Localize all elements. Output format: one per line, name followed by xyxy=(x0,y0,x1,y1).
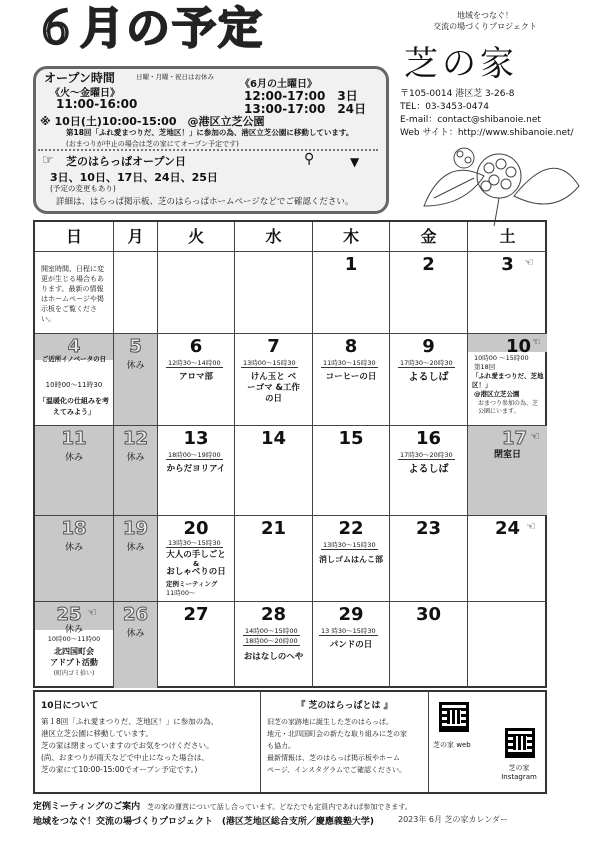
closed-label: 休み xyxy=(126,361,145,371)
event-time: 12時30～14時00 xyxy=(168,359,221,367)
day-number: 29 xyxy=(338,604,364,625)
event-name: 閉室日 xyxy=(493,450,521,460)
tenth-line-1: 第１8回「ふれ愛まつりだ、芝地区！」に参加の為、 xyxy=(41,717,219,726)
day-number: 5 xyxy=(129,336,142,357)
day-number: 25 xyxy=(56,604,82,625)
event-title: ご近所イノベータの日 xyxy=(41,355,107,363)
day-number: 20 xyxy=(183,518,209,539)
event-time: 17時30～20時30 xyxy=(400,451,453,459)
harappa-hand-icon: ☜ xyxy=(526,520,536,533)
header-saturday: 土 xyxy=(468,222,547,252)
day-cell-17[interactable] xyxy=(468,426,547,516)
day-cell-5[interactable] xyxy=(114,334,158,426)
day-number: 14 xyxy=(260,428,287,449)
org-tagline-1: 地域をつなぐ！ xyxy=(457,11,513,20)
tenth-body xyxy=(41,716,218,776)
day-cell-empty xyxy=(468,602,547,688)
open-hours-title: オープン時間 xyxy=(44,71,115,85)
spinning-top-icon: ▼ xyxy=(350,155,360,169)
telephone: TEL：03-3453-0474 xyxy=(400,102,489,112)
day-cell-10[interactable] xyxy=(468,334,547,426)
tenth-line-2: 港区立芝公園に移動しています。 xyxy=(41,729,153,738)
harappa-section xyxy=(261,692,429,792)
event-name: よるしば xyxy=(408,464,449,475)
closed-label: 休み xyxy=(126,543,145,553)
project-credit: 地域をつなぐ！交流の場づくりプロジェクト (港区芝地区総合支所／慶應義塾大学) xyxy=(33,817,375,827)
harappa-about-title: 『 芝のはらっぱとは 』 xyxy=(296,701,393,711)
day-cell-29[interactable] xyxy=(313,602,390,688)
event-time: 11時30～15時30 xyxy=(323,359,376,367)
event-time-2: 18時00～20時00 xyxy=(245,637,298,645)
qr-code-instagram[interactable] xyxy=(505,728,535,758)
tenth-day-section xyxy=(35,692,261,792)
harappa-line-4: 最新情報は、芝のはらっぱ掲示板やホーム xyxy=(267,754,400,762)
day-number: 12 xyxy=(122,428,149,449)
qr-code-web[interactable] xyxy=(439,702,469,732)
event-name: コーヒーの日 xyxy=(325,372,377,382)
event-name: よるしば xyxy=(408,372,449,383)
event-name: 北四国町会 アドプト活動 xyxy=(50,647,98,667)
day-number: 3 xyxy=(501,254,514,275)
schedule-info-box xyxy=(33,66,389,214)
weekday-hours: 11:00-16:00 xyxy=(56,97,138,111)
event-time: 10時00 ～15時00 xyxy=(474,354,529,362)
closed-label: 休み xyxy=(64,543,83,553)
harappa-line-5: ページ、インスタグラムでご確認ください。 xyxy=(267,766,407,774)
harappa-title: 芝のはらっぱオープン日 xyxy=(66,155,187,168)
tenth-title: 10日について xyxy=(41,701,99,711)
tenth-line-4: (尚、おまつりが雨天などで中止になった場合は、 xyxy=(41,753,209,762)
day-cell-6[interactable] xyxy=(158,334,235,426)
event-name: 消しゴムはんこ部 xyxy=(319,555,383,564)
harappa-detail: 詳細は、はらっぱ掲示板、芝のはらっぱホームページなどでご確認ください。 xyxy=(56,197,354,207)
day-cell-15[interactable] xyxy=(313,426,390,516)
calendar-label: 2023年 6月 芝の家カレンダー xyxy=(398,815,509,824)
day-cell-20[interactable] xyxy=(158,516,235,602)
hydrangea-illustration xyxy=(404,136,584,226)
day-cell-28[interactable] xyxy=(235,602,313,688)
day-number: 27 xyxy=(183,604,209,625)
header-monday: 月 xyxy=(114,222,158,252)
day-cell-25[interactable] xyxy=(35,602,114,688)
day-number: 18 xyxy=(61,518,87,539)
day-cell-30[interactable] xyxy=(390,602,468,688)
event-name: 「ふれ愛まつりだ、芝地区！」 xyxy=(472,372,544,389)
header-sunday: 日 xyxy=(35,222,114,252)
event-time: 13時00～15時30 xyxy=(243,359,296,367)
meeting-info-body: 芝の家の運営について話し合っています。どなたでも定員内であれば参加できます。 xyxy=(146,803,412,811)
day-cell-empty xyxy=(35,252,114,334)
day-cell-empty xyxy=(235,252,313,334)
event-time: 10時00～11時30 xyxy=(45,381,103,389)
meeting-info xyxy=(33,799,412,812)
tenth-line-5: 芝の家にて10:00-15:00でオープン予定です。) xyxy=(41,765,198,774)
day-number: 23 xyxy=(415,518,442,539)
day-cell-4[interactable] xyxy=(35,334,114,426)
event-time: 10時00～11時00 xyxy=(47,635,101,643)
event-amp: & xyxy=(192,560,200,568)
day-number: 6 xyxy=(189,336,203,357)
event-time: 13時30～15時30 xyxy=(323,541,376,549)
day-cell-23[interactable] xyxy=(390,516,468,602)
day-cell-21[interactable] xyxy=(235,516,313,602)
day-cell-1[interactable] xyxy=(313,252,390,334)
contact-info xyxy=(400,88,592,140)
header-friday: 金 xyxy=(390,222,468,252)
day-number: 10 xyxy=(505,336,531,357)
event-note: (町内ゴミ拾い) xyxy=(53,670,95,677)
event-name-2: おしゃべりの日 xyxy=(166,567,226,577)
closed-days-note: 日曜・月曜・祝日はお休み xyxy=(136,73,214,81)
event-time: 17時30～20時30 xyxy=(400,359,453,367)
harappa-hand-icon: ☜ xyxy=(532,337,541,348)
harappa-about-body xyxy=(267,716,407,776)
day-cell-2[interactable] xyxy=(390,252,468,334)
special-day: ※ 10日(土)10:00-15:00 @港区立芝公園 xyxy=(40,115,265,128)
page-title: ６月の予定 xyxy=(34,3,264,54)
day-cell-empty xyxy=(114,252,158,334)
header-thursday: 木 xyxy=(313,222,390,252)
org-tagline-2: 交流の場づくりプロジェクト xyxy=(433,22,537,31)
qr-instagram-label: 芝の家 Instagram xyxy=(501,764,537,781)
day-cell-24[interactable] xyxy=(468,516,547,602)
tenth-line-3: 芝の家は閉まっていますのでお気をつけください。 xyxy=(41,741,214,750)
email[interactable]: E-mail：contact@shibanoie.net xyxy=(400,115,541,125)
event-name: パンドの日 xyxy=(329,640,373,650)
harappa-hand-icon: ☜ xyxy=(524,256,534,269)
day-number: 11 xyxy=(61,428,87,449)
event-time: 18時00～19時00 xyxy=(168,451,221,459)
day-number: 26 xyxy=(122,604,149,625)
day-cell-11[interactable] xyxy=(35,426,114,516)
day-cell-empty xyxy=(158,252,235,334)
closed-label: 休み xyxy=(126,629,145,639)
day-cell-7[interactable] xyxy=(235,334,313,426)
saturday-label: 《6月の土曜日》 xyxy=(240,79,317,90)
special-note-1: 第18回「ふれ愛まつりだ、芝地区！」に参加の為、港区立芝公園に移動しています。 xyxy=(66,128,354,137)
event-edition: 第18回 xyxy=(474,363,496,371)
weekday-label: 《火～金曜日》 xyxy=(50,88,120,99)
day-number: 17 xyxy=(501,428,527,449)
day-cell-13[interactable] xyxy=(158,426,235,516)
divider xyxy=(38,149,378,151)
closed-label: 休み xyxy=(126,453,145,463)
header-tuesday: 火 xyxy=(158,222,235,252)
meeting-info-title: 定例ミーティングのご案内 xyxy=(33,802,141,812)
saturday-hours-1: 12:00-17:00 3日 xyxy=(244,89,358,103)
event-name-1: 大人の手しごと xyxy=(166,550,226,560)
header-wednesday: 水 xyxy=(235,222,313,252)
harappa-hand-icon: ☜ xyxy=(530,430,540,443)
day-number: 19 xyxy=(122,518,149,539)
day-number: 21 xyxy=(260,518,287,539)
day-cell-26[interactable] xyxy=(114,602,158,688)
day-cell-22[interactable] xyxy=(313,516,390,602)
day-number: 30 xyxy=(415,604,442,625)
kendama-icon: ⚲ xyxy=(304,151,315,167)
event-name: アロマ部 xyxy=(178,372,213,382)
website[interactable]: Web サイト：http://www.shibanoie.net/ xyxy=(400,128,574,138)
hand-icon: ☞ xyxy=(42,153,54,168)
day-cell-19[interactable] xyxy=(114,516,158,602)
event-time: 13 時30～15時30 xyxy=(321,627,376,635)
day-number: 28 xyxy=(260,604,287,625)
harappa-line-3: も協力。 xyxy=(267,742,295,750)
org-name: 芝の家 xyxy=(404,44,518,84)
special-note-2: (おまつりが中止の場合は芝の家にてオープン予定です) xyxy=(66,140,239,148)
saturday-hours-2: 13:00-17:00 24日 xyxy=(244,102,367,116)
day-number: 22 xyxy=(338,518,364,539)
day-number: 8 xyxy=(344,336,358,357)
info-footer-box xyxy=(33,690,547,794)
event-name: からだヨリアイ xyxy=(166,464,226,474)
closed-label: 休み xyxy=(64,453,83,463)
day-number: 15 xyxy=(338,428,364,449)
event-note: おまつり参加の為、芝公園にいます。 xyxy=(478,400,539,415)
event-time-1: 14時00～15時00 xyxy=(245,627,298,635)
day-cell-3[interactable] xyxy=(468,252,547,334)
org-tagline xyxy=(410,10,560,32)
harappa-line-1: 旧芝の家跡地に誕生した芝のはらっぱ。 xyxy=(267,718,393,726)
day-cell-27[interactable] xyxy=(158,602,235,688)
day-cell-9[interactable] xyxy=(390,334,468,426)
day-cell-16[interactable] xyxy=(390,426,468,516)
meeting-time: 11時00～ xyxy=(166,589,196,597)
event-time: 13時30～15時30 xyxy=(168,539,221,547)
address: 〒105-0014 港区芝 3-26-8 xyxy=(400,89,515,99)
day-cell-14[interactable] xyxy=(235,426,313,516)
day-number: 1 xyxy=(344,254,358,275)
harappa-line-2: 地元・北四国町会の新たな取り組みに芝の家 xyxy=(267,730,407,738)
day-number: 13 xyxy=(183,428,209,449)
day-number: 7 xyxy=(267,336,280,357)
day-cell-8[interactable] xyxy=(313,334,390,426)
day-cell-18[interactable] xyxy=(35,516,114,602)
qr-web-label: 芝の家 web xyxy=(433,741,471,749)
day-number: 16 xyxy=(415,428,442,449)
day-cell-12[interactable] xyxy=(114,426,158,516)
schedule-change-note: 開室時間、日程に変更が生じる場合もあります。最新の情報はホームページや掲示板をご覧ください。 xyxy=(41,265,104,323)
meeting-title: 定例ミーティング xyxy=(166,580,218,588)
harappa-hand-icon: ☜ xyxy=(87,606,97,619)
event-name: けん玉と ベーゴマ &工作の日 xyxy=(247,372,300,404)
day-number: 4 xyxy=(67,336,81,357)
event-name: 「温暖化の仕組みを考えてみよう」 xyxy=(39,397,109,416)
day-number: 2 xyxy=(422,254,435,275)
day-number: 24 xyxy=(494,518,521,539)
event-name: おはなしのへや xyxy=(243,652,304,662)
harappa-change-note: (予定の変更もあり) xyxy=(50,184,116,193)
calendar-grid xyxy=(33,220,547,688)
closed-label: 休み xyxy=(64,625,83,635)
harappa-dates: 3日、10日、17日、24日、25日 xyxy=(50,171,218,184)
day-number: 9 xyxy=(422,336,435,357)
event-place: @港区立芝公園 xyxy=(474,390,520,398)
